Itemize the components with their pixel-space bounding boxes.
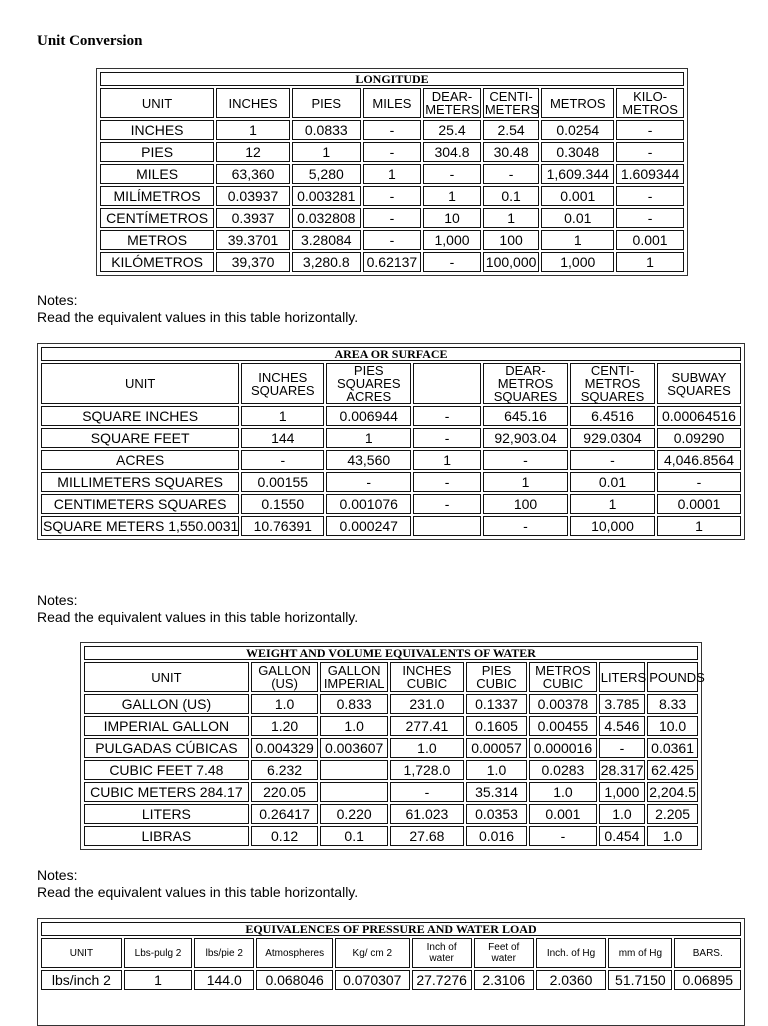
row-label-cell: KILÓMETROS	[100, 252, 214, 272]
table-cell: 1	[483, 208, 540, 228]
table-cell: 1	[326, 428, 411, 448]
table-row	[84, 804, 698, 824]
table-cell: 0.0283	[529, 760, 597, 780]
row-label-cell: IMPERIAL GALLON	[84, 716, 249, 736]
column-header: DEAR-METERS	[425, 89, 480, 117]
column-header: Atmospheres	[256, 938, 333, 968]
table-cell: 10.76391	[241, 516, 324, 536]
table-caption: EQUIVALENCES OF PRESSURE AND WATER LOAD	[41, 922, 741, 936]
table-row	[41, 428, 741, 448]
table-row	[84, 694, 698, 714]
table-cell: 0.01	[541, 208, 614, 228]
table-cell: 0.016	[466, 826, 527, 846]
table-row	[100, 120, 684, 140]
table-row	[84, 782, 698, 802]
table-cell: -	[413, 406, 481, 426]
table-cell: 0.0361	[647, 738, 698, 758]
notes	[37, 867, 358, 901]
table-cell	[320, 760, 388, 780]
table-row	[41, 494, 741, 514]
table-cell: 0.09290	[657, 428, 741, 448]
table-cell: 6.232	[251, 760, 319, 780]
row-label-cell: PULGADAS CÚBICAS	[84, 738, 249, 758]
notes-text: Read the equivalent values in this table horizontally.	[37, 884, 359, 900]
table-cell: 0.00378	[529, 694, 597, 714]
column-header: GALLON IMPERIAL	[320, 662, 388, 692]
table-cell: 144.0	[194, 970, 254, 990]
table-cell: 0.12	[251, 826, 319, 846]
table-cell: 0.068046	[256, 970, 333, 990]
table-cell: 0.00455	[529, 716, 597, 736]
table-cell: 277.41	[390, 716, 464, 736]
table-cell: 1.0	[320, 716, 388, 736]
column-header: Inch of water	[412, 938, 472, 968]
table-cell: 100	[483, 230, 540, 250]
table-cell: -	[413, 494, 481, 514]
table-cell: 0.1337	[466, 694, 527, 714]
table-caption: AREA OR SURFACE	[41, 347, 741, 361]
table-row	[41, 970, 741, 990]
table-cell: 39.3701	[216, 230, 290, 250]
row-label-cell: SQUARE METERS 1,550.0031	[41, 516, 239, 536]
table-cell: 35.314	[466, 782, 527, 802]
table-cell: 1,000	[423, 230, 481, 250]
table-cell: 1	[657, 516, 741, 536]
row-label-cell: CENTÍMETROS	[100, 208, 214, 228]
table-cell: 3,280.8	[292, 252, 361, 272]
table-row	[41, 406, 741, 426]
table-cell: 0.0001	[657, 494, 741, 514]
table-cell: -	[483, 450, 568, 470]
table-cell: 0.454	[599, 826, 645, 846]
table-cell: 0.03937	[216, 186, 290, 206]
table-cell: 0.06895	[674, 970, 741, 990]
table-row	[100, 142, 684, 162]
column-header: SUBWAY SQUARES	[657, 363, 741, 404]
column-header: INCHES CUBIC	[390, 662, 464, 692]
table-cell: 0.3937	[216, 208, 290, 228]
table-row	[41, 516, 741, 536]
table-cell: -	[241, 450, 324, 470]
row-label-cell: PIES	[100, 142, 214, 162]
column-header: INCHES SQUARES	[241, 363, 324, 404]
table-cell: 1.0	[599, 804, 645, 824]
table-row	[100, 230, 684, 250]
table-cell: 4.546	[599, 716, 645, 736]
row-label-cell: lbs/inch 2	[41, 970, 122, 990]
table-cell: -	[363, 230, 422, 250]
column-header: PIES SQUARES ACRES	[326, 363, 411, 404]
table-caption: LONGITUDE	[100, 72, 684, 86]
table-cell: 62.425	[647, 760, 698, 780]
row-label-cell: CENTIMETERS SQUARES	[41, 494, 239, 514]
table-cell: 4,046.8564	[657, 450, 741, 470]
table-row	[84, 738, 698, 758]
water-table	[80, 642, 705, 850]
table-cell: 1	[241, 406, 324, 426]
column-header: GALLON (US)	[251, 662, 319, 692]
table-cell: 929.0304	[570, 428, 655, 448]
row-label-cell: GALLON (US)	[84, 694, 249, 714]
table-cell: 1	[216, 120, 290, 140]
page-title: Unit Conversion	[37, 33, 143, 49]
row-label-cell: MILÍMETROS	[100, 186, 214, 206]
column-header: mm of Hg	[608, 938, 672, 968]
table-cell: 1	[292, 142, 361, 162]
notes-label: Notes:	[37, 867, 78, 883]
table-cell: -	[570, 450, 655, 470]
table-cell: 0.01	[570, 472, 655, 492]
column-header: PIES CUBIC	[466, 662, 527, 692]
table-cell: 1.0	[647, 826, 698, 846]
longitude-table	[96, 68, 688, 276]
table-cell: 144	[241, 428, 324, 448]
table-cell: 0.003281	[292, 186, 361, 206]
table-cell: 27.7276	[412, 970, 472, 990]
column-header: UNIT	[100, 88, 214, 118]
table-cell: 1.0	[390, 738, 464, 758]
table-cell: 0.004329	[251, 738, 319, 758]
table-cell: 0.001	[616, 230, 684, 250]
table-cell: -	[413, 472, 481, 492]
table-cell: 1.0	[466, 760, 527, 780]
table-cell: 92,903.04	[483, 428, 568, 448]
table-cell: -	[616, 142, 684, 162]
column-header: POUNDS	[647, 662, 698, 692]
table-cell: -	[483, 516, 568, 536]
table-cell: 100	[483, 494, 568, 514]
table-cell: 0.003607	[320, 738, 388, 758]
table-cell: 43,560	[326, 450, 411, 470]
table-cell: -	[616, 208, 684, 228]
table-cell: 0.1	[320, 826, 388, 846]
row-label-cell: CUBIC METERS 284.17	[84, 782, 249, 802]
table-cell: 0.0833	[292, 120, 361, 140]
table-cell: 10.0	[647, 716, 698, 736]
pressure-table	[37, 918, 745, 1026]
row-label-cell: MILLIMETERS SQUARES	[41, 472, 239, 492]
table-cell: 0.001	[541, 186, 614, 206]
table-cell: -	[363, 142, 422, 162]
table-cell: 12	[216, 142, 290, 162]
row-label-cell: SQUARE INCHES	[41, 406, 239, 426]
row-label-cell: METROS	[100, 230, 214, 250]
row-label-cell: LIBRAS	[84, 826, 249, 846]
table-row	[84, 716, 698, 736]
table-cell: 1	[124, 970, 192, 990]
table-cell: -	[423, 164, 481, 184]
column-header: Inch. of Hg	[536, 938, 606, 968]
table-cell: 1.20	[251, 716, 319, 736]
column-header: METROS	[541, 88, 614, 118]
table-row	[100, 164, 684, 184]
table-cell: 100,000	[483, 252, 540, 272]
table-cell: 1	[363, 164, 422, 184]
notes-text: Read the equivalent values in this table horizontally.	[37, 309, 359, 325]
table-cell: -	[529, 826, 597, 846]
table-cell: 1,609.344	[541, 164, 614, 184]
table-cell: 1,000	[541, 252, 614, 272]
column-header: lbs/pie 2	[194, 938, 254, 968]
table-cell: 0.001	[529, 804, 597, 824]
table-cell: 1,728.0	[390, 760, 464, 780]
table-cell: -	[423, 252, 481, 272]
table-cell: 645.16	[483, 406, 568, 426]
table-row	[84, 760, 698, 780]
column-header: INCHES	[216, 88, 290, 118]
table-row	[100, 252, 684, 272]
table-cell: 1.609344	[616, 164, 684, 184]
table-cell: 2.54	[483, 120, 540, 140]
table-cell: 6.4516	[570, 406, 655, 426]
table-cell: 304.8	[423, 142, 481, 162]
table-cell: 0.006944	[326, 406, 411, 426]
table-cell: -	[599, 738, 645, 758]
table-cell: 1.0	[529, 782, 597, 802]
table-cell: -	[483, 164, 540, 184]
row-label-cell: LITERS	[84, 804, 249, 824]
row-label-cell: MILES	[100, 164, 214, 184]
table-cell: 28.317	[599, 760, 645, 780]
table-cell: 61.023	[390, 804, 464, 824]
table-cell: 1.0	[251, 694, 319, 714]
table-cell: 0.00057	[466, 738, 527, 758]
column-header: KILO-METROS	[616, 88, 684, 118]
table-cell: 0.26417	[251, 804, 319, 824]
column-header	[413, 363, 481, 404]
table-caption: WEIGHT AND VOLUME EQUIVALENTS OF WATER	[84, 646, 698, 660]
column-header: MILES	[363, 88, 422, 118]
table-cell: 1	[413, 450, 481, 470]
table-cell: 10	[423, 208, 481, 228]
notes-text: Read the equivalent values in this table horizontally.	[37, 609, 359, 625]
table-cell: 0.1605	[466, 716, 527, 736]
table-cell: -	[363, 120, 422, 140]
table-cell: 0.1550	[241, 494, 324, 514]
table-cell: 0.00155	[241, 472, 324, 492]
table-cell: 0.070307	[335, 970, 410, 990]
table-cell: 0.000247	[326, 516, 411, 536]
table-cell: 0.220	[320, 804, 388, 824]
table-cell: -	[616, 120, 684, 140]
row-label-cell: INCHES	[100, 120, 214, 140]
table-cell: 0.001076	[326, 494, 411, 514]
column-header: Kg/ cm 2	[335, 938, 410, 968]
column-header: UNIT	[84, 662, 249, 692]
table-cell	[320, 782, 388, 802]
table-row	[84, 826, 698, 846]
column-header: UNIT	[41, 363, 239, 404]
table-cell: 0.833	[320, 694, 388, 714]
column-header: METROS CUBIC	[529, 662, 597, 692]
table-cell: 0.62137	[363, 252, 422, 272]
row-label-cell: SQUARE FEET	[41, 428, 239, 448]
table-cell: 27.68	[390, 826, 464, 846]
column-header: PIES	[292, 88, 361, 118]
column-header: CENTI-METERS	[484, 89, 539, 117]
notes	[37, 292, 358, 326]
table-cell: 8.33	[647, 694, 698, 714]
table-row	[100, 186, 684, 206]
table-cell: 63,360	[216, 164, 290, 184]
table-row	[41, 472, 741, 492]
table-cell: 51.7150	[608, 970, 672, 990]
table-cell: -	[616, 186, 684, 206]
table-row	[100, 208, 684, 228]
table-row	[41, 450, 741, 470]
table-cell: 0.000016	[529, 738, 597, 758]
column-header: Lbs-pulg 2	[124, 938, 192, 968]
table-cell: 2,204.5	[647, 782, 698, 802]
table-cell: 0.0254	[541, 120, 614, 140]
table-cell: 1	[423, 186, 481, 206]
column-header: DEAR-METROS SQUARES	[483, 363, 568, 404]
table-cell: 30.48	[483, 142, 540, 162]
table-cell: 25.4	[423, 120, 481, 140]
table-cell: 2.205	[647, 804, 698, 824]
table-cell: 0.032808	[292, 208, 361, 228]
table-cell: 1	[616, 252, 684, 272]
table-cell: 1,000	[599, 782, 645, 802]
table-cell: 231.0	[390, 694, 464, 714]
table-cell	[413, 516, 481, 536]
column-header: BARS.	[674, 938, 741, 968]
column-header: UNIT	[41, 938, 122, 968]
table-cell: 0.0353	[466, 804, 527, 824]
table-cell: 220.05	[251, 782, 319, 802]
table-cell: 0.00064516	[657, 406, 741, 426]
column-header: Feet of water	[474, 938, 534, 968]
table-cell: 5,280	[292, 164, 361, 184]
table-cell: 1	[541, 230, 614, 250]
table-cell: 0.1	[483, 186, 540, 206]
notes-label: Notes:	[37, 592, 78, 608]
table-cell: -	[657, 472, 741, 492]
table-cell: -	[363, 208, 422, 228]
table-cell: -	[390, 782, 464, 802]
notes-label: Notes:	[37, 292, 78, 308]
table-cell: 2.3106	[474, 970, 534, 990]
row-label-cell: CUBIC FEET 7.48	[84, 760, 249, 780]
table-cell: 10,000	[570, 516, 655, 536]
column-header: CENTI-METROS SQUARES	[570, 363, 655, 404]
table-cell: 1	[483, 472, 568, 492]
table-cell: -	[413, 428, 481, 448]
table-cell: 3.28084	[292, 230, 361, 250]
table-cell: -	[363, 186, 422, 206]
area-table	[37, 343, 745, 540]
table-cell: 39,370	[216, 252, 290, 272]
row-label-cell: ACRES	[41, 450, 239, 470]
table-cell: 2.0360	[536, 970, 606, 990]
table-cell: 3.785	[599, 694, 645, 714]
notes	[37, 592, 358, 626]
column-header: LITERS	[599, 662, 645, 692]
table-cell: 1	[570, 494, 655, 514]
table-cell: -	[326, 472, 411, 492]
table-cell: 0.3048	[541, 142, 614, 162]
